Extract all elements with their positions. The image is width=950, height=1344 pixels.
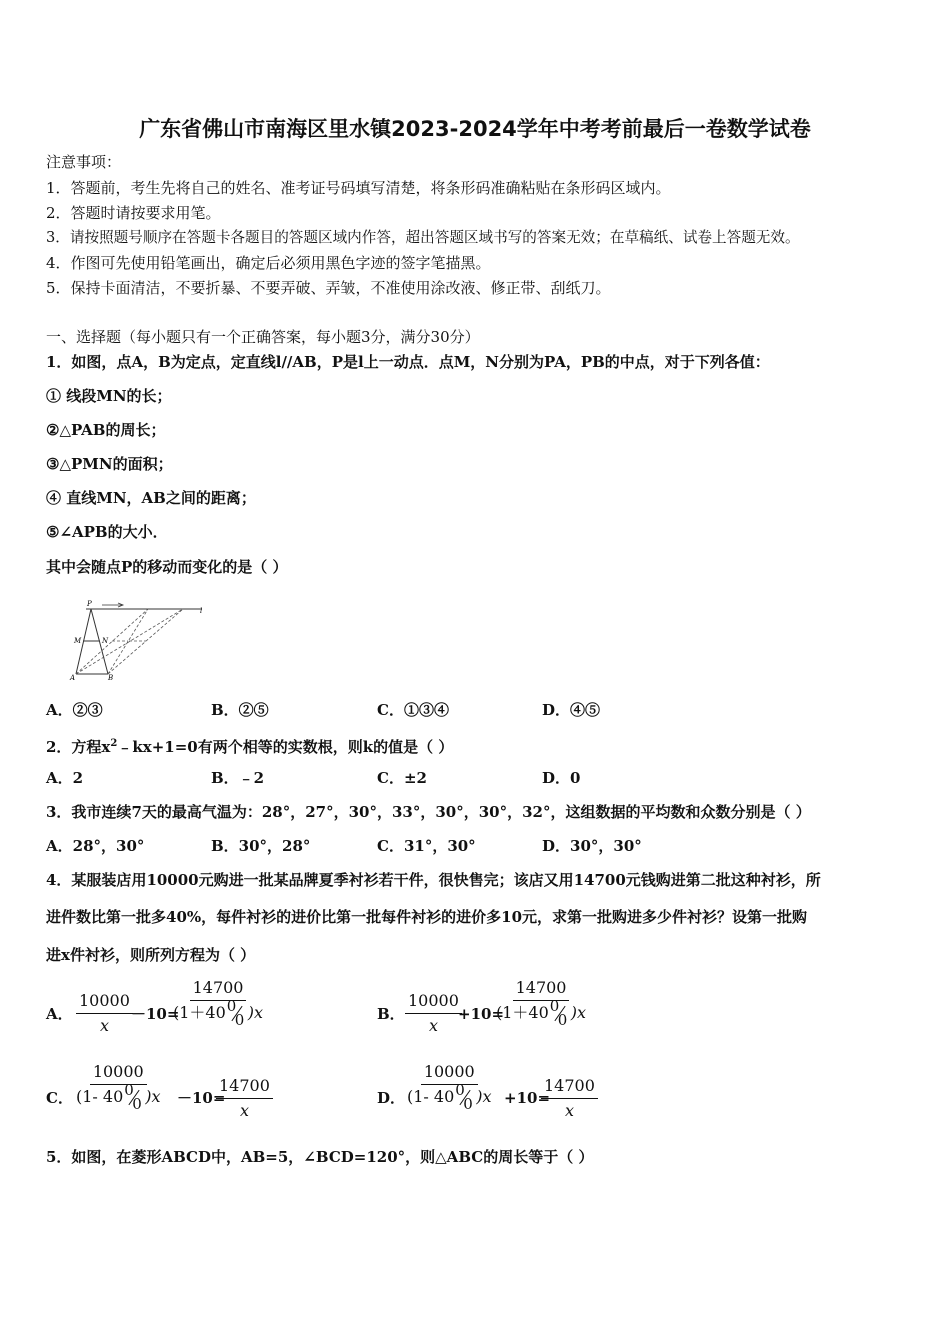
q4-b-operator: +10= xyxy=(458,1005,505,1023)
q4-a-fraction-right: 14700 (1＋40 0 0 )x xyxy=(173,978,264,1029)
q2-option-d: D．0 xyxy=(542,769,581,787)
q4-option-a-label: A． xyxy=(46,1005,73,1023)
q4-d-fraction-right: $\frac{14700}{x}$ xyxy=(541,1076,598,1121)
q1-figure xyxy=(68,596,208,682)
q4-a-fraction-left: $\frac{10000}{x}$ xyxy=(76,991,133,1036)
percent-sign: 0 0 xyxy=(124,1081,142,1113)
q2-option-a: A．2 xyxy=(46,769,84,787)
q1-item-4: ④ 直线MN，AB之间的距离； xyxy=(46,489,256,507)
notice-item-3: 3．请按照题号顺序在答题卡各题目的答题区域内作答，超出答题区域书写的答案无效；在草稿纸、试卷上答题无效。 xyxy=(46,229,800,246)
q1-ask: 其中会随点P的移动而变化的是（ ） xyxy=(46,558,288,576)
q4-line-1: 4．某服装店用10000元购进一批某品牌夏季衬衫若干件，很快售完；该店又用14700元钱购进第二批这种衬衫，所 xyxy=(46,871,821,889)
q1-item-3: ③△PMN的面积； xyxy=(46,455,173,473)
fig-label-l: l xyxy=(200,607,203,615)
q4-line-2: 进件数比第一批多40%，每件衬衫的进价比第一批每件衬衫的进价多10元，求第一批购进多少件衬衫？设第一批购 xyxy=(46,908,808,926)
notice-item-1: 1．答题前，考生先将自己的姓名、准考证号码填写清楚，将条形码准确粘贴在条形码区域内。 xyxy=(46,179,671,197)
q2-stem: 2．方程$x^2﹣kx+1=0$有两个相等的实数根，则k的值是（ ） xyxy=(46,738,454,756)
q4-d-operator: +10= xyxy=(504,1089,551,1107)
fig-label-a: A xyxy=(70,674,76,682)
q1-option-a: A．②③ xyxy=(46,701,103,719)
section-heading: 一、选择题（每小题只有一个正确答案，每小题3分，满分30分） xyxy=(46,328,480,346)
q3-stem: 3．我市连续7天的最高气温为：28°，27°，30°，33°，30°，30°，32°，这组数据的平均数和众数分别是（ ） xyxy=(46,803,811,821)
q1-stem: 1．如图，点A，B为定点，定直线l//AB，P是l上一动点．点M，N分别为PA，PB的中点，对于下列各值： xyxy=(46,353,770,371)
q4-d-fraction-left: 10000 (1- 40 0 0 )x xyxy=(407,1062,492,1113)
q3-option-c: C．31°，30° xyxy=(377,837,476,855)
notice-item-4: 4．作图可先使用铅笔画出，确定后必须用黑色字迹的签字笔描黑。 xyxy=(46,254,491,272)
q4-option-c-label: C． xyxy=(46,1089,73,1107)
q1-option-c: C．①③④ xyxy=(377,701,449,719)
percent-sign: 0 0 xyxy=(549,997,568,1029)
q1-item-5: ⑤∠APB的大小． xyxy=(46,523,168,541)
fig-label-b: B xyxy=(108,674,114,682)
q4-c-fraction-right: $\frac{14700}{x}$ xyxy=(216,1076,273,1121)
fig-label-p: P xyxy=(87,600,92,608)
q3-option-a: A．28°，30° xyxy=(46,837,145,855)
q2-option-c: C．±2 xyxy=(377,769,427,787)
q4-line-3: 进x件衬衫，则所列方程为（ ） xyxy=(46,946,256,964)
q4-b-fraction-right: 14700 (1＋40 0 0 )x xyxy=(496,978,587,1029)
q2-option-b: B．﹣2 xyxy=(211,769,265,787)
q1-item-2: ②△PAB的周长； xyxy=(46,421,166,439)
q1-option-d: D．④⑤ xyxy=(542,701,601,719)
percent-sign: 0 0 xyxy=(226,997,245,1029)
q4-b-fraction-left: $\frac{10000}{x}$ xyxy=(405,991,462,1036)
q1-item-1: ① 线段MN的长； xyxy=(46,387,172,405)
q3-option-d: D．30°，30° xyxy=(542,837,642,855)
q4-c-operator: －10= xyxy=(177,1089,226,1107)
q4-option-d-label: D． xyxy=(377,1089,406,1107)
q4-c-fraction-left: 10000 (1- 40 0 0 )x xyxy=(76,1062,161,1113)
q1-option-b: B．②⑤ xyxy=(211,701,269,719)
notice-item-5: 5．保持卡面清洁，不要折暴、不要弄破、弄皱，不准使用涂改液、修正带、刮纸刀。 xyxy=(46,279,611,297)
fig-label-m: M xyxy=(74,637,82,645)
q5-stem: 5．如图，在菱形ABCD中，AB=5，∠BCD=120°，则△ABC的周长等于（ ） xyxy=(46,1148,594,1166)
q4-a-operator: －10= xyxy=(131,1005,180,1023)
page-title: 广东省佛山市南海区里水镇2023-2024学年中考考前最后一卷数学试卷 xyxy=(139,117,811,141)
q4-option-b-label: B． xyxy=(377,1005,405,1023)
percent-sign: 0 0 xyxy=(455,1081,473,1113)
q3-option-b: B．30°，28° xyxy=(211,837,311,855)
fig-label-n: N xyxy=(102,637,109,645)
notice-heading: 注意事项： xyxy=(46,153,122,171)
notice-item-2: 2．答题时请按要求用笔。 xyxy=(46,204,221,222)
